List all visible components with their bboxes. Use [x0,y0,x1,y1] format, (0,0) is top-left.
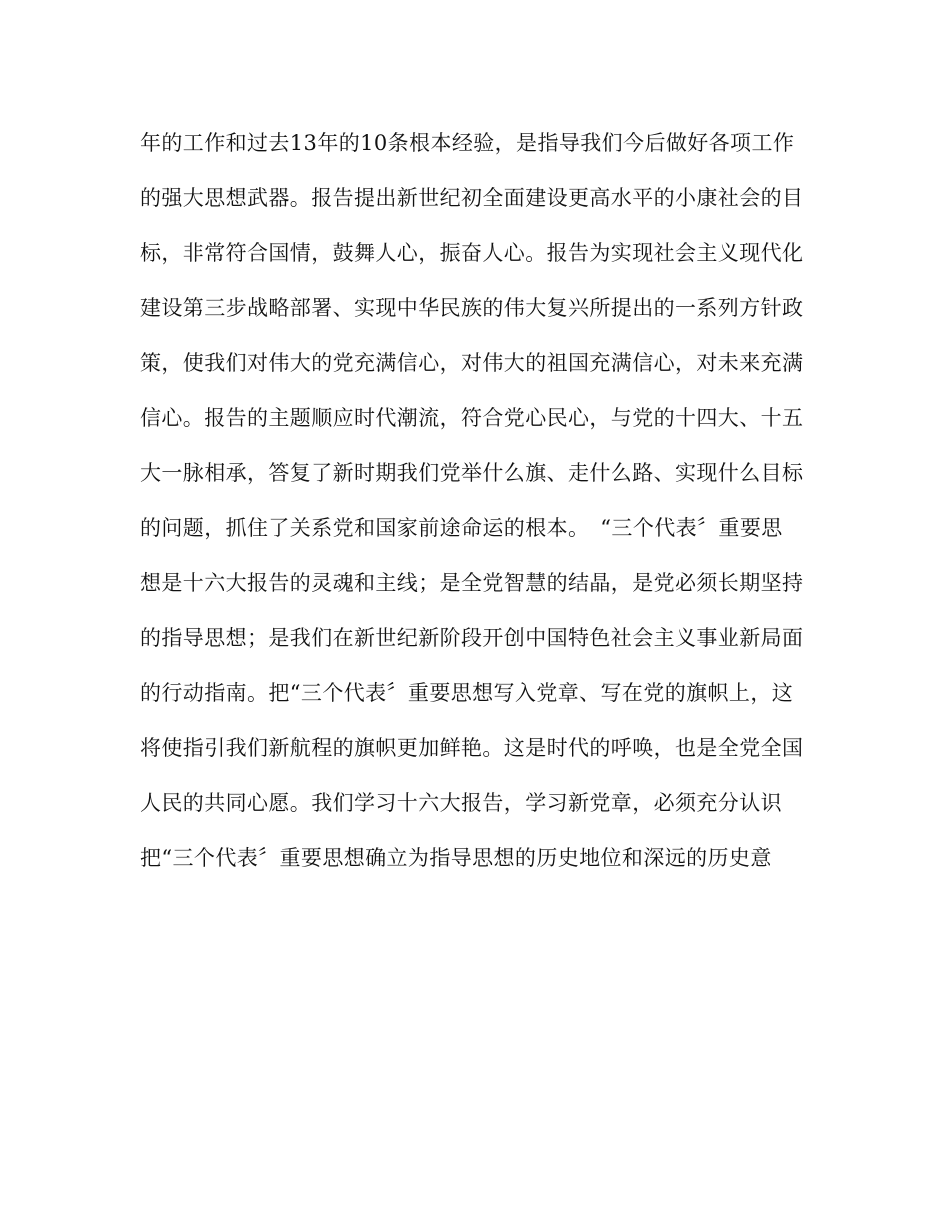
text-line: 策，使我们对伟大的党充满信心，对伟大的祖国充满信心，对未来充满 [140,351,804,375]
text-line: 的问题，抓住了关系党和国家前途命运的根本。 “三个代表〞重要思 [140,516,783,540]
text-line: 大一脉相承，答复了新时期我们党举什么旗、走什么路、实现什么目标 [140,461,804,485]
body-text [140,118,830,888]
text-line: 的行动指南。把“三个代表〞重要思想写入党章、写在党的旗帜上，这 [140,681,794,705]
text-line: 建设第三步战略部署、实现中华民族的伟大复兴所提出的一系列方针政 [140,296,804,320]
text-line: 人民的共同心愿。我们学习十六大报告，学习新党章，必须充分认识 [140,791,782,815]
text-line: 标，非常符合国情，鼓舞人心，振奋人心。报告为实现社会主义现代化 [140,241,804,265]
text-line: 将使指引我们新航程的旗帜更加鲜艳。这是时代的呼唤，也是全党全国 [140,736,804,760]
text-line: 的指导思想；是我们在新世纪新阶段开创中国特色社会主义事业新局面 [140,626,804,650]
text-line: 把“三个代表〞重要思想确立为指导思想的历史地位和深远的历史意 [140,846,772,870]
text-line: 的强大思想武器。报告提出新世纪初全面建设更高水平的小康社会的目 [140,186,804,210]
text-line: 信心。报告的主题顺应时代潮流，符合党心民心，与党的十四大、十五 [140,406,804,430]
text-line: 想是十六大报告的灵魂和主线；是全党智慧的结晶，是党必须长期坚持 [140,571,804,595]
text-line: 年的工作和过去13年的10条根本经验，是指导我们今后做好各项工作 [140,131,795,155]
